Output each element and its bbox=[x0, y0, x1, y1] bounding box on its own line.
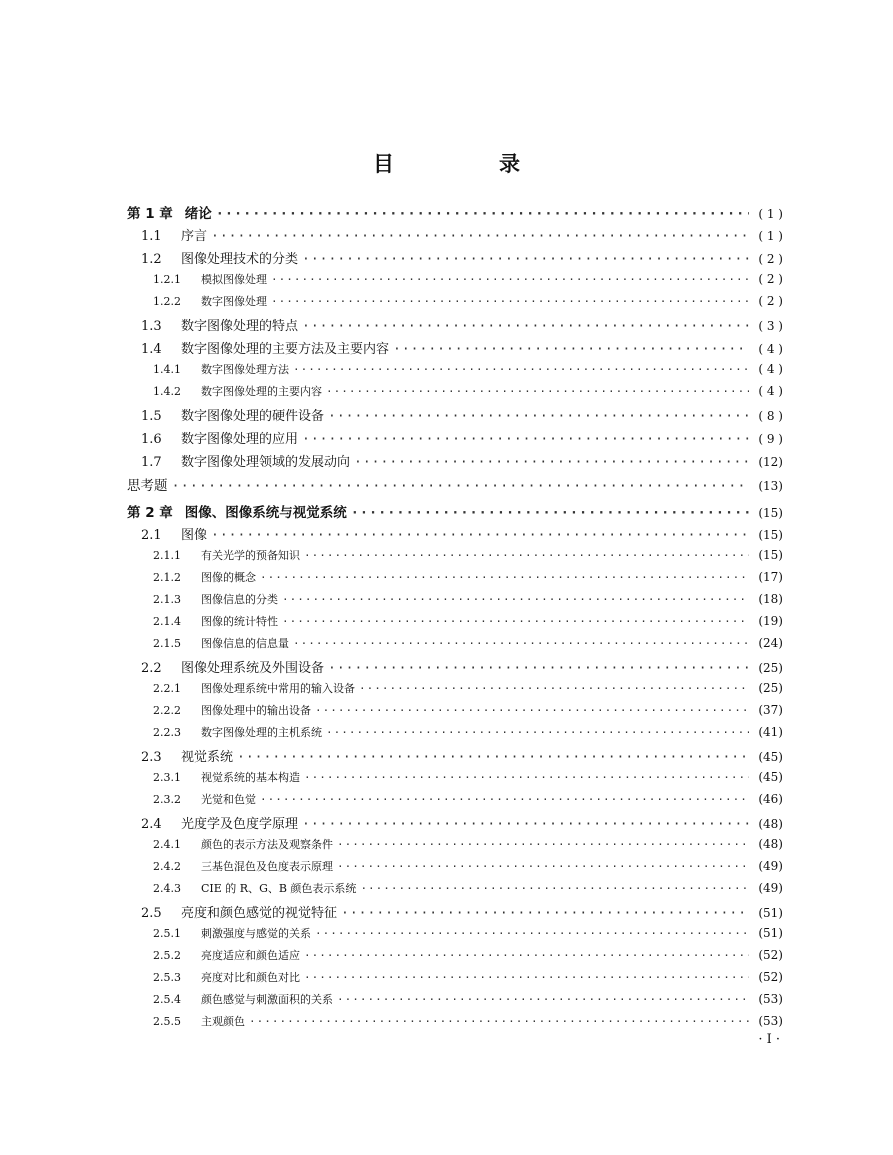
toc-entry-page: (24) bbox=[758, 636, 783, 650]
toc-entry-title: 三基色混色及色度表示原理 bbox=[201, 860, 333, 873]
toc-entry-number: 2.3 bbox=[141, 750, 162, 765]
toc-subsection-entry[interactable] bbox=[127, 361, 783, 383]
toc-entry-page: ( 1 ) bbox=[758, 229, 783, 243]
toc-entry-number: 2.4 bbox=[141, 817, 162, 832]
toc-entry-page: (53) bbox=[758, 1014, 783, 1028]
toc-entry-label bbox=[127, 501, 347, 521]
toc-subsection-entry[interactable] bbox=[127, 293, 783, 315]
toc-entry-label bbox=[153, 969, 300, 985]
page-title: 目 录 bbox=[373, 152, 562, 176]
toc-section-entry[interactable] bbox=[127, 338, 783, 361]
page-number: · I · bbox=[758, 1032, 780, 1047]
toc-section-entry[interactable] bbox=[127, 657, 783, 680]
toc-entry-label bbox=[153, 791, 256, 807]
toc-entry-title: 思考题 bbox=[127, 478, 168, 494]
toc-entry-label bbox=[153, 724, 322, 740]
toc-section-entry[interactable] bbox=[127, 524, 783, 547]
dot-leader bbox=[315, 704, 749, 717]
dot-leader bbox=[337, 993, 749, 1006]
toc-entry-page: (12) bbox=[758, 455, 783, 469]
toc-entry-number: 1.7 bbox=[141, 455, 162, 470]
dot-leader bbox=[315, 927, 749, 940]
toc-entry-title: 图像的概念 bbox=[201, 571, 256, 584]
toc-entry-page: ( 2 ) bbox=[758, 252, 783, 266]
toc-entry-page: (52) bbox=[758, 948, 783, 962]
toc-entry-page: ( 4 ) bbox=[758, 342, 783, 356]
toc-entry-number: 1.3 bbox=[141, 319, 162, 334]
toc-entry-label bbox=[127, 202, 212, 222]
toc-subsection-entry[interactable] bbox=[127, 791, 783, 813]
dot-leader bbox=[359, 682, 749, 695]
toc-entry-number: 2.1.3 bbox=[153, 593, 181, 606]
toc-entry-title: 刺激强度与感觉的关系 bbox=[201, 927, 311, 940]
toc-entry-number: 2.3.1 bbox=[153, 771, 181, 784]
toc-entry-title: 序言 bbox=[181, 229, 208, 244]
toc-subsection-entry[interactable] bbox=[127, 271, 783, 293]
toc-entry-title: 数字图像处理的主要内容 bbox=[201, 385, 322, 398]
toc-entry-number: 2.4.1 bbox=[153, 838, 181, 851]
toc-entry-page: (15) bbox=[758, 506, 783, 520]
toc-subsection-entry[interactable] bbox=[127, 925, 783, 947]
toc-entry-label bbox=[141, 315, 298, 334]
toc-subsection-entry[interactable] bbox=[127, 702, 783, 724]
toc-entry-label bbox=[141, 813, 298, 832]
toc-entry-title: 绪论 bbox=[184, 206, 212, 222]
toc-entry-number: 1.4.1 bbox=[153, 363, 181, 376]
dot-leader bbox=[304, 971, 749, 984]
toc-entry-title: 亮度适应和颜色适应 bbox=[201, 949, 300, 962]
toc-entry-number: 2.2.1 bbox=[153, 682, 181, 695]
dot-leader bbox=[351, 505, 749, 521]
toc-entry-page: ( 8 ) bbox=[758, 409, 783, 423]
toc-chapter-entry[interactable] bbox=[127, 202, 783, 225]
dot-leader bbox=[260, 571, 749, 584]
toc-entry-label bbox=[153, 769, 300, 785]
toc-entry-title: 颜色感觉与刺激面积的关系 bbox=[201, 993, 333, 1006]
dot-leader bbox=[328, 661, 749, 676]
toc-entry-number: 2.2.2 bbox=[153, 704, 181, 717]
toc-subsection-entry[interactable] bbox=[127, 991, 783, 1013]
dot-leader bbox=[337, 860, 749, 873]
toc-subsection-entry[interactable] bbox=[127, 635, 783, 657]
dot-leader bbox=[354, 455, 749, 470]
dot-leader bbox=[216, 206, 749, 222]
toc-section-entry[interactable] bbox=[127, 902, 783, 925]
toc-subsection-entry[interactable] bbox=[127, 858, 783, 880]
toc-entry-number: 2.1.4 bbox=[153, 615, 181, 628]
toc-chapter-entry[interactable] bbox=[127, 501, 783, 524]
toc-entry-number: 1.1 bbox=[141, 229, 162, 244]
toc-entry-page: (15) bbox=[758, 528, 783, 542]
toc-entry-page: (51) bbox=[758, 906, 783, 920]
toc-entry-number: 2.1.5 bbox=[153, 637, 181, 650]
toc-entry-label bbox=[153, 635, 289, 651]
table-of-contents bbox=[127, 202, 783, 1035]
toc-entry-page: (19) bbox=[758, 614, 783, 628]
toc-entry-page: (48) bbox=[758, 817, 783, 831]
dot-leader bbox=[249, 1015, 749, 1028]
toc-entry-page: (49) bbox=[758, 881, 783, 895]
toc-entry-number: 2.4.3 bbox=[153, 882, 181, 895]
toc-subsection-entry[interactable] bbox=[127, 613, 783, 635]
toc-entry-title: 数字图像处理领域的发展动向 bbox=[181, 455, 351, 470]
toc-entry-page: (37) bbox=[758, 703, 783, 717]
toc-entry-title: 图像信息的信息量 bbox=[201, 637, 289, 650]
toc-entry-title: 数字图像处理的应用 bbox=[181, 432, 299, 447]
toc-entry-page: (45) bbox=[758, 770, 783, 784]
toc-section-entry[interactable] bbox=[127, 225, 783, 248]
dot-leader bbox=[393, 342, 749, 357]
dot-leader bbox=[302, 319, 749, 334]
toc-subsection-entry[interactable] bbox=[127, 836, 783, 858]
toc-entry-number: 第 1 章 bbox=[127, 206, 173, 222]
toc-entry-title: 图像信息的分类 bbox=[201, 593, 278, 606]
toc-section-entry[interactable] bbox=[127, 428, 783, 451]
toc-subsection-entry[interactable] bbox=[127, 569, 783, 591]
dot-leader bbox=[360, 882, 749, 895]
toc-entry-title: 光度学及色度学原理 bbox=[181, 817, 299, 832]
toc-entry-label bbox=[141, 902, 337, 921]
toc-entry-title: 颜色的表示方法及观察条件 bbox=[201, 838, 333, 851]
toc-entry-number: 1.2 bbox=[141, 252, 162, 267]
toc-entry-page: ( 2 ) bbox=[758, 294, 783, 308]
toc-subsection-entry[interactable] bbox=[127, 547, 783, 569]
dot-leader bbox=[337, 838, 749, 851]
toc-entry-label bbox=[153, 858, 333, 874]
dot-leader bbox=[304, 549, 749, 562]
toc-section-entry[interactable] bbox=[127, 813, 783, 836]
toc-entry-title: 有关光学的预备知识 bbox=[201, 549, 300, 562]
toc-entry-page: (25) bbox=[758, 681, 783, 695]
toc-entry-title: 图像处理系统及外围设备 bbox=[181, 661, 325, 676]
toc-entry-number: 2.5.2 bbox=[153, 949, 181, 962]
toc-subsection-entry[interactable] bbox=[127, 1013, 783, 1035]
toc-entry-page: (17) bbox=[758, 570, 783, 584]
toc-subsection-entry[interactable] bbox=[127, 680, 783, 702]
toc-entry-title: 视觉系统的基本构造 bbox=[201, 771, 300, 784]
dot-leader bbox=[302, 432, 749, 447]
dot-leader bbox=[271, 273, 749, 286]
dot-leader bbox=[282, 593, 749, 606]
toc-section-entry[interactable] bbox=[127, 315, 783, 338]
toc-section-entry[interactable] bbox=[127, 746, 783, 769]
toc-entry-title: 图像的统计特性 bbox=[201, 615, 278, 628]
toc-entry-page: ( 9 ) bbox=[758, 432, 783, 446]
dot-leader bbox=[326, 726, 749, 739]
dot-leader bbox=[293, 637, 749, 650]
toc-entry-title: 图像处理技术的分类 bbox=[181, 252, 299, 267]
toc-entry[interactable] bbox=[127, 474, 783, 497]
toc-entry-number: 2.1.1 bbox=[153, 549, 181, 562]
toc-entry-label bbox=[141, 428, 298, 447]
toc-section-entry[interactable] bbox=[127, 451, 783, 474]
toc-entry-title: 图像处理系统中常用的输入设备 bbox=[201, 682, 355, 695]
toc-entry-page: (51) bbox=[758, 926, 783, 940]
toc-entry-label bbox=[153, 1013, 245, 1029]
toc-entry-page: (18) bbox=[758, 592, 783, 606]
toc-entry-page: ( 4 ) bbox=[758, 362, 783, 376]
toc-entry-label bbox=[153, 569, 256, 585]
toc-entry-number: 2.5.1 bbox=[153, 927, 181, 940]
toc-subsection-entry[interactable] bbox=[127, 383, 783, 405]
toc-subsection-entry[interactable] bbox=[127, 969, 783, 991]
toc-entry-label bbox=[153, 880, 356, 896]
toc-subsection-entry[interactable] bbox=[127, 947, 783, 969]
toc-entry-page: ( 1 ) bbox=[758, 207, 783, 221]
toc-entry-page: ( 4 ) bbox=[758, 384, 783, 398]
toc-subsection-entry[interactable] bbox=[127, 591, 783, 613]
toc-entry-title: 图像处理中的输出设备 bbox=[201, 704, 311, 717]
toc-entry-label bbox=[153, 680, 355, 696]
toc-entry-number: 2.4.2 bbox=[153, 860, 181, 873]
toc-entry-title: 数字图像处理方法 bbox=[201, 363, 289, 376]
toc-entry-number: 1.4.2 bbox=[153, 385, 181, 398]
toc-entry-label bbox=[141, 524, 207, 543]
dot-leader bbox=[304, 771, 749, 784]
dot-leader bbox=[211, 528, 749, 543]
toc-entry-number: 2.1.2 bbox=[153, 571, 181, 584]
toc-entry-title: 主观颜色 bbox=[201, 1015, 245, 1028]
dot-leader bbox=[271, 295, 749, 308]
dot-leader bbox=[260, 793, 749, 806]
dot-leader bbox=[172, 478, 750, 494]
toc-entry-label bbox=[141, 225, 207, 244]
toc-entry-number: 2.5.5 bbox=[153, 1015, 181, 1028]
toc-entry-title: 光觉和色觉 bbox=[201, 793, 256, 806]
toc-entry-number: 第 2 章 bbox=[127, 505, 173, 521]
toc-entry-label bbox=[153, 613, 278, 629]
toc-entry-page: (53) bbox=[758, 992, 783, 1006]
toc-entry-page: ( 3 ) bbox=[758, 319, 783, 333]
toc-entry-page: (45) bbox=[758, 750, 783, 764]
dot-leader bbox=[302, 817, 749, 832]
toc-entry-number: 2.5.3 bbox=[153, 971, 181, 984]
toc-entry-title: 亮度和颜色感觉的视觉特征 bbox=[181, 906, 338, 921]
toc-entry-title: 数字图像处理的主要方法及主要内容 bbox=[181, 342, 390, 357]
toc-entry-label bbox=[153, 836, 333, 852]
toc-entry-label bbox=[153, 293, 267, 309]
toc-entry-label bbox=[141, 248, 298, 267]
toc-entry-page: (15) bbox=[758, 548, 783, 562]
toc-entry-number: 2.3.2 bbox=[153, 793, 181, 806]
toc-entry-title: 视觉系统 bbox=[181, 750, 234, 765]
toc-entry-label bbox=[153, 547, 300, 563]
dot-leader bbox=[237, 750, 749, 765]
dot-leader bbox=[282, 615, 749, 628]
toc-entry-number: 2.5 bbox=[141, 906, 162, 921]
toc-entry-label bbox=[153, 702, 311, 718]
toc-entry-label bbox=[153, 383, 322, 399]
toc-entry-label bbox=[141, 451, 350, 470]
toc-entry-page: (46) bbox=[758, 792, 783, 806]
toc-entry-number: 2.2 bbox=[141, 661, 162, 676]
toc-entry-label bbox=[153, 361, 289, 377]
dot-leader bbox=[328, 409, 749, 424]
dot-leader bbox=[326, 385, 749, 398]
toc-entry-label bbox=[141, 338, 389, 357]
toc-entry-label bbox=[127, 474, 168, 494]
toc-entry-title: 数字图像处理 bbox=[201, 295, 267, 308]
toc-entry-page: (13) bbox=[758, 479, 783, 493]
toc-entry-label bbox=[153, 925, 311, 941]
toc-entry-label bbox=[153, 947, 300, 963]
toc-entry-number: 2.1 bbox=[141, 528, 162, 543]
toc-section-entry[interactable] bbox=[127, 405, 783, 428]
toc-entry-number: 1.2.1 bbox=[153, 273, 181, 286]
toc-entry-label bbox=[153, 271, 267, 287]
toc-entry-title: 模拟图像处理 bbox=[201, 273, 267, 286]
toc-entry-label bbox=[141, 657, 324, 676]
toc-entry-title: 数字图像处理的主机系统 bbox=[201, 726, 322, 739]
toc-entry-label bbox=[153, 991, 333, 1007]
toc-entry-label bbox=[153, 591, 278, 607]
dot-leader bbox=[302, 252, 749, 267]
toc-entry-title: 图像、图像系统与视觉系统 bbox=[184, 505, 347, 521]
toc-entry-page: (25) bbox=[758, 661, 783, 675]
toc-entry-page: ( 2 ) bbox=[758, 272, 783, 286]
toc-entry-label bbox=[141, 405, 324, 424]
toc-entry-number: 1.4 bbox=[141, 342, 162, 357]
toc-subsection-entry[interactable] bbox=[127, 724, 783, 746]
dot-leader bbox=[211, 229, 749, 244]
dot-leader bbox=[304, 949, 749, 962]
toc-entry-page: (48) bbox=[758, 837, 783, 851]
dot-leader bbox=[341, 906, 749, 921]
toc-entry-title: 数字图像处理的特点 bbox=[181, 319, 299, 334]
toc-entry-title: CIE 的 R、G、B 颜色表示系统 bbox=[201, 882, 357, 895]
toc-entry-number: 1.5 bbox=[141, 409, 162, 424]
toc-subsection-entry[interactable] bbox=[127, 769, 783, 791]
toc-entry-title: 数字图像处理的硬件设备 bbox=[181, 409, 325, 424]
toc-section-entry[interactable] bbox=[127, 248, 783, 271]
toc-entry-number: 1.2.2 bbox=[153, 295, 181, 308]
toc-entry-number: 2.5.4 bbox=[153, 993, 181, 1006]
toc-entry-number: 2.2.3 bbox=[153, 726, 181, 739]
toc-entry-title: 亮度对比和颜色对比 bbox=[201, 971, 300, 984]
dot-leader bbox=[293, 363, 749, 376]
toc-entry-page: (49) bbox=[758, 859, 783, 873]
toc-entry-page: (41) bbox=[758, 725, 783, 739]
toc-entry-page: (52) bbox=[758, 970, 783, 984]
toc-subsection-entry[interactable] bbox=[127, 880, 783, 902]
toc-entry-number: 1.6 bbox=[141, 432, 162, 447]
toc-entry-label bbox=[141, 746, 233, 765]
toc-entry-title: 图像 bbox=[181, 528, 208, 543]
